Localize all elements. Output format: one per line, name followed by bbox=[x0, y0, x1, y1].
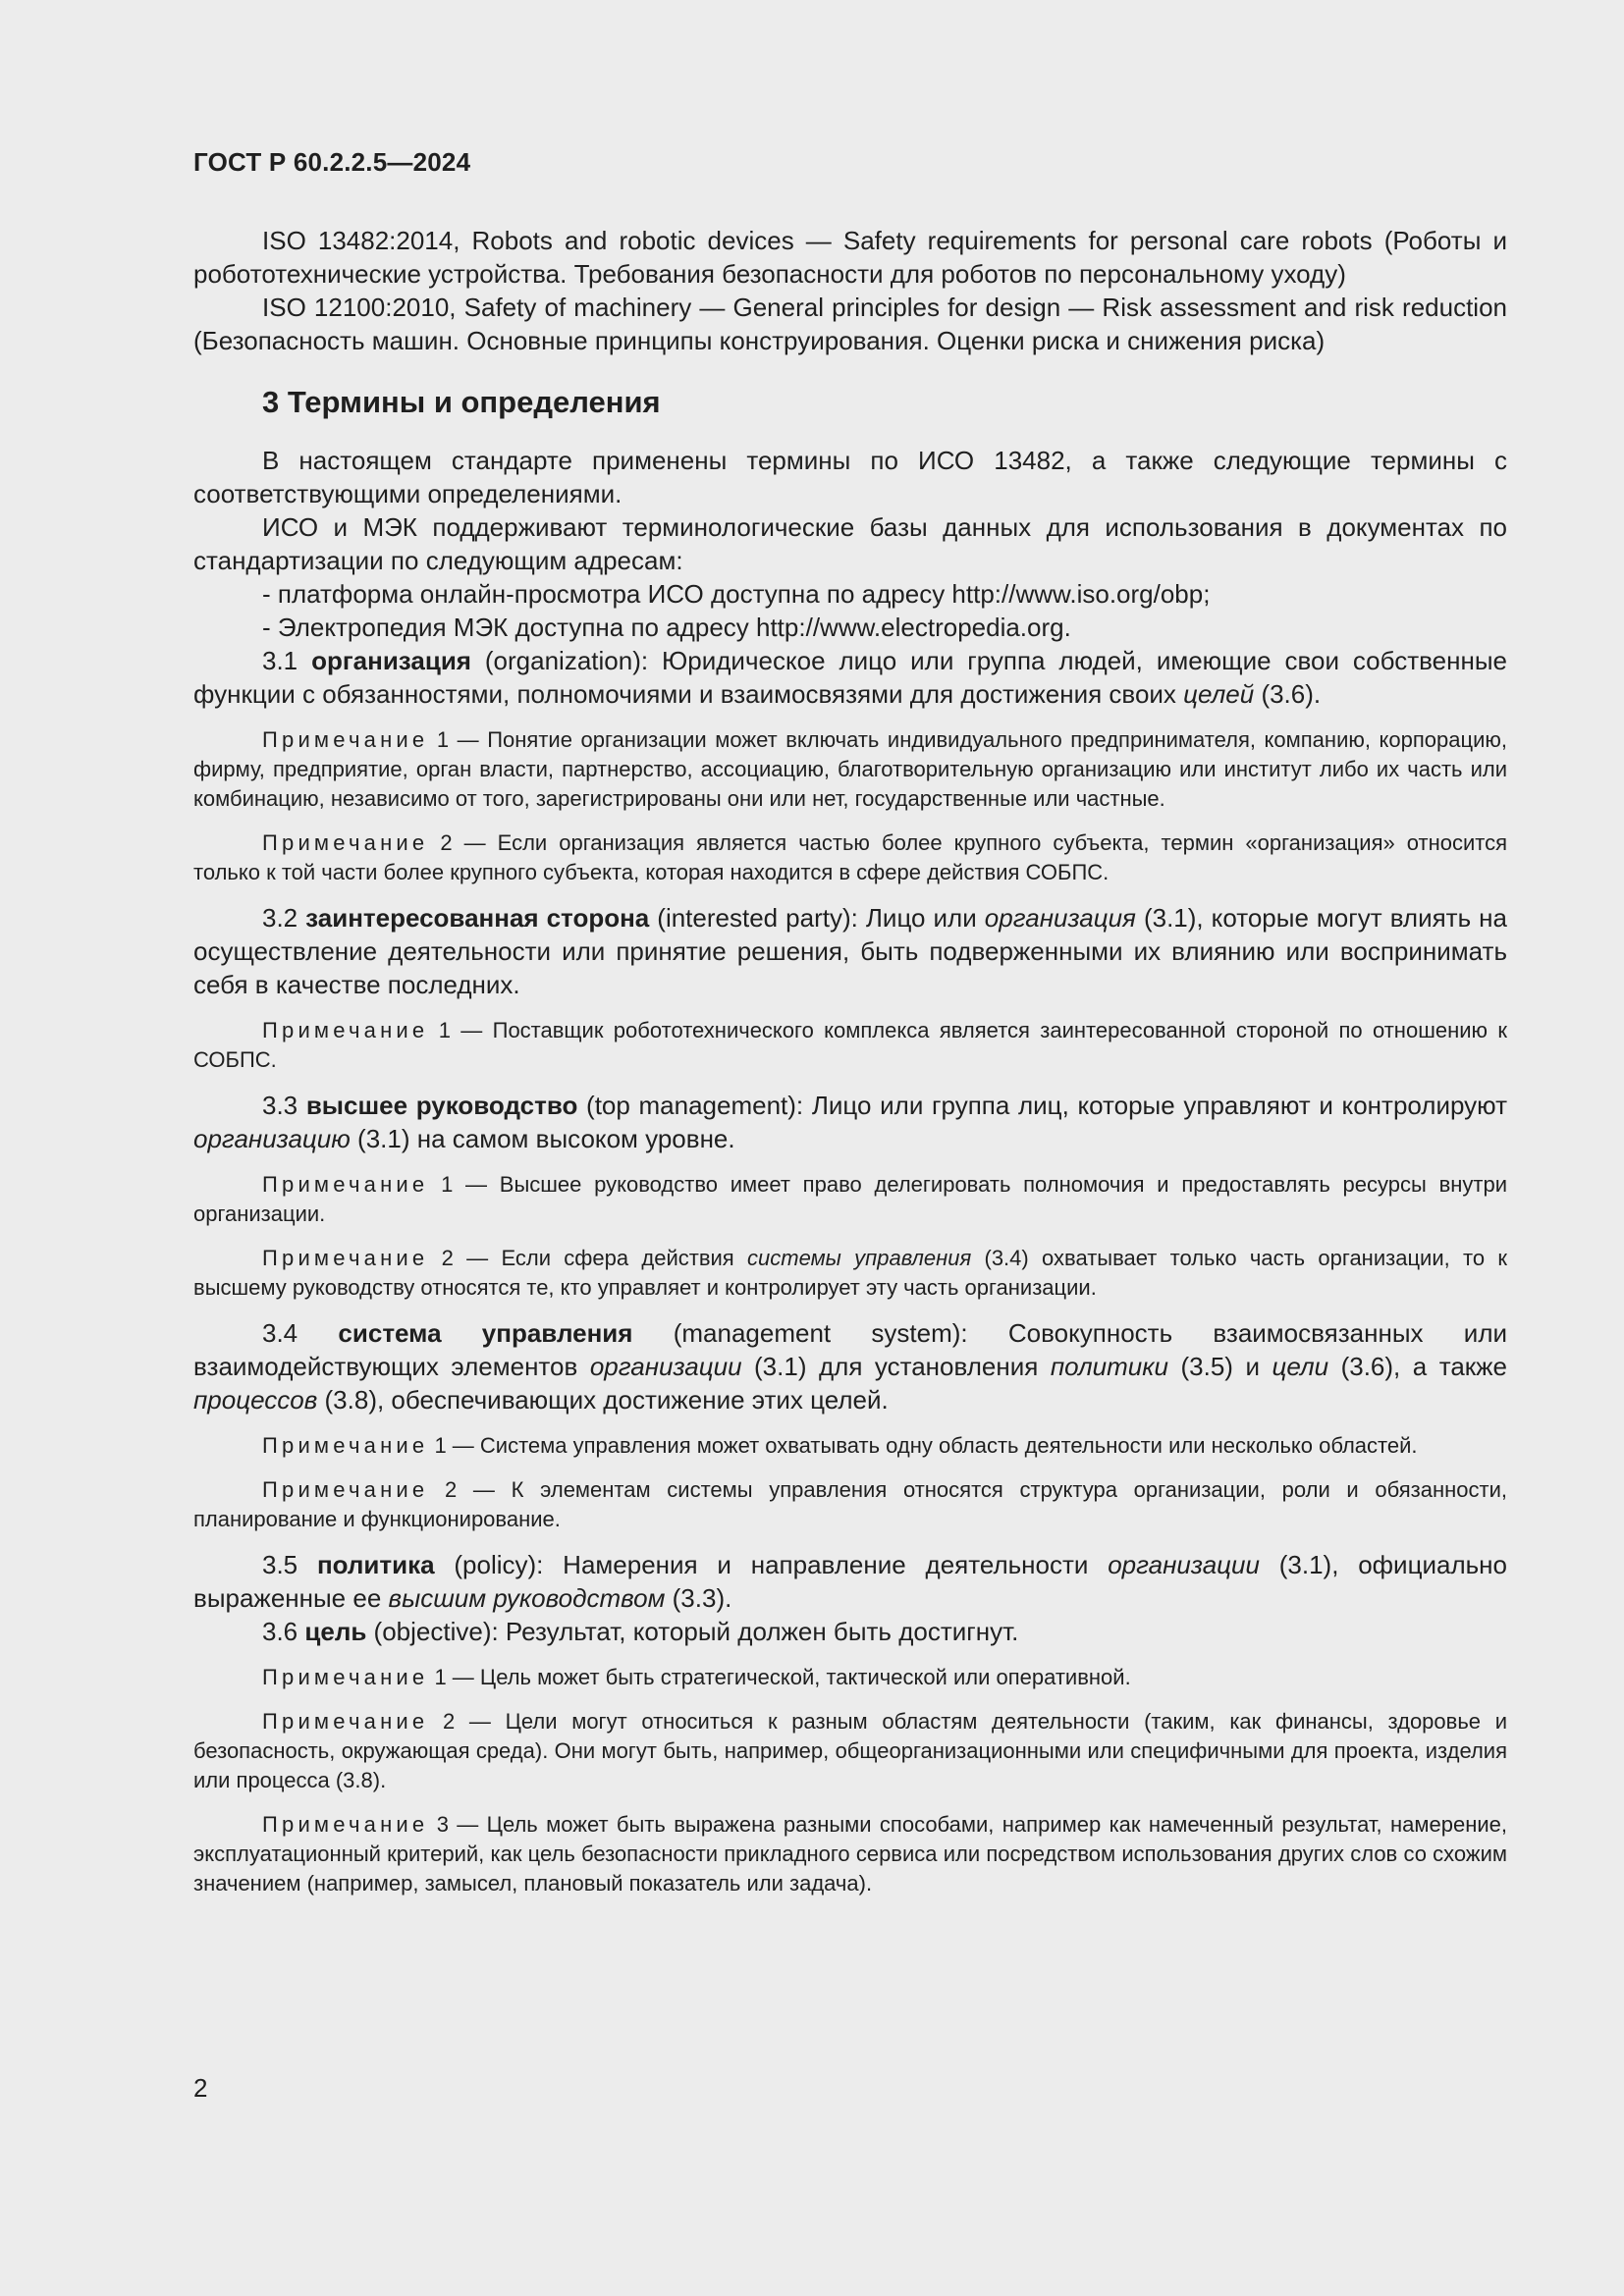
note-text: 2 — Если сфера действия bbox=[428, 1246, 748, 1270]
note bbox=[193, 1170, 1507, 1229]
term-definition: (management system): Совокупность взаимосвязанных или взаимодействующих элементов bbox=[193, 1318, 1508, 1381]
note-label: Примечание bbox=[262, 830, 429, 855]
note-text: 2 — Цели могут относиться к разным областям деятельности (таким, как финансы, здоровье и безопасность, окружающая среда). Они могут быть, например, общеорганизационными или специфичными для проекта, изделия или процесса (3.8). bbox=[193, 1709, 1507, 1792]
note-label: Примечание bbox=[262, 1665, 429, 1689]
term-definition: (3.5) и bbox=[1168, 1352, 1272, 1381]
term-policy bbox=[193, 1548, 1507, 1615]
term-objective bbox=[193, 1615, 1507, 1648]
note-label: Примечание bbox=[262, 1709, 429, 1734]
term-crossref: организации bbox=[589, 1352, 742, 1381]
note-label: Примечание bbox=[262, 1477, 429, 1502]
note bbox=[193, 1663, 1507, 1692]
list-item: - платформа онлайн-просмотра ИСО доступна по адресу http://www.iso.org/obp; bbox=[262, 579, 1211, 609]
note-label: Примечание bbox=[262, 1172, 429, 1197]
note bbox=[193, 1016, 1507, 1075]
page-number: 2 bbox=[193, 2073, 208, 2103]
note-text: 2 — К элементам системы управления относятся структура организации, роли и обязанности, планирование и функционирование. bbox=[193, 1477, 1507, 1531]
term-name: цель bbox=[304, 1617, 367, 1646]
term-crossref: политики bbox=[1050, 1352, 1168, 1381]
note-label: Примечание bbox=[262, 727, 429, 752]
term-definition: (policy): Намерения и направление деятельности bbox=[434, 1550, 1109, 1579]
term-name: высшее руководство bbox=[305, 1091, 578, 1120]
term-crossref: целей bbox=[1183, 679, 1255, 709]
document-header: ГОСТ Р 60.2.2.5—2024 bbox=[193, 147, 471, 177]
note-text: 1 — Система управления может охватывать одну область деятельности или несколько областей. bbox=[428, 1433, 1418, 1458]
reference-iso-12100: ISO 12100:2010, Safety of machinery — General principles for design — Risk assessment and risk reduction (Безопасность машин. Основные принципы конструирования. Оценки риска и снижения риска) bbox=[193, 293, 1507, 355]
term-definition: (3.6). bbox=[1254, 679, 1322, 709]
note-text: 1 — Понятие организации может включать индивидуального предпринимателя, компанию, корпорацию, фирму, предприятие, орган власти, партнерство, ассоциацию, благотворительную организацию или институт либо их часть или комбинацию, независимо от того, зарегистрированы они или нет, государственные или частные. bbox=[193, 727, 1507, 811]
note-text: 1 — Высшее руководство имеет право делегировать полномочия и предоставлять ресурсы внутри организации. bbox=[193, 1172, 1507, 1226]
reference-iso-13482: ISO 13482:2014, Robots and robotic devices — Safety requirements for personal care robots (Роботы и робототехнические устройства. Требования безопасности для роботов по персональному уходу) bbox=[193, 226, 1507, 289]
note bbox=[193, 1244, 1507, 1303]
term-number: 3.2 bbox=[262, 903, 306, 933]
term-number: 3.1 bbox=[262, 646, 312, 675]
note-text: 2 — Если организация является частью более крупного субъекта, термин «организация» относится только к той части более крупного субъекта, которая находится в сфере действия СОБПС. bbox=[193, 830, 1507, 884]
term-crossref: организации bbox=[1108, 1550, 1260, 1579]
note-label: Примечание bbox=[262, 1246, 429, 1270]
section-title: 3 Термины и определения bbox=[262, 385, 661, 419]
note-text: 1 — Поставщик робототехнического комплекса является заинтересованной стороной по отношению к СОБПС. bbox=[193, 1018, 1507, 1072]
note bbox=[193, 828, 1507, 887]
term-definition: (organization): Юридическое лицо или группа людей, имеющие свои собственные функции с обязанностями, полномочиями и взаимосвязями для достижения своих bbox=[193, 646, 1507, 709]
term-crossref: высшим руководством bbox=[388, 1583, 666, 1613]
term-definition: (3.1) на самом высоком уровне. bbox=[350, 1124, 735, 1153]
term-crossref: цели bbox=[1272, 1352, 1329, 1381]
term-definition: (interested party): Лицо или bbox=[649, 903, 985, 933]
note bbox=[193, 1475, 1507, 1534]
term-crossref: организацию bbox=[193, 1124, 351, 1153]
term-definition: (3.6), а также bbox=[1328, 1352, 1508, 1381]
note bbox=[193, 725, 1507, 814]
term-definition: (3.1), которые могут влиять на осуществление деятельности или принятие решения, быть подверженными их влиянию или воспринимать себя в качестве последних. bbox=[193, 903, 1507, 999]
section-intro: В настоящем стандарте применены термины по ИСО 13482, а также следующие термины с соответствующими определениями. bbox=[193, 446, 1507, 508]
term-name: система управления bbox=[338, 1318, 633, 1348]
note bbox=[193, 1707, 1507, 1795]
note-label: Примечание bbox=[262, 1812, 429, 1837]
note-text: 1 — Цель может быть стратегической, тактической или оперативной. bbox=[428, 1665, 1131, 1689]
term-definition: (3.8), обеспечивающих достижение этих целей. bbox=[317, 1385, 889, 1415]
note bbox=[193, 1810, 1507, 1898]
note-label: Примечание bbox=[262, 1018, 429, 1042]
term-definition: (3.3). bbox=[665, 1583, 732, 1613]
note bbox=[193, 1431, 1507, 1461]
term-definition: (3.1), официально выраженные ее bbox=[193, 1550, 1507, 1613]
term-definition: (3.1) для установления bbox=[741, 1352, 1051, 1381]
term-management-system bbox=[193, 1316, 1507, 1416]
list-item: - Электропедия МЭК доступна по адресу http://www.electropedia.org. bbox=[262, 613, 1071, 642]
note-crossref: системы управления bbox=[747, 1246, 972, 1270]
term-number: 3.3 bbox=[262, 1091, 306, 1120]
term-interested-party bbox=[193, 901, 1507, 1001]
term-definition: (top management): Лицо или группа лиц, которые управляют и контролируют bbox=[577, 1091, 1507, 1120]
note-text: (3.4) охватывает только часть организации, то к высшему руководству относятся те, кто управляет и контролирует эту часть организации. bbox=[193, 1246, 1508, 1300]
term-definition: (objective): Результат, который должен быть достигнут. bbox=[366, 1617, 1019, 1646]
note-label: Примечание bbox=[262, 1433, 429, 1458]
term-number: 3.5 bbox=[262, 1550, 317, 1579]
term-number: 3.6 bbox=[262, 1617, 305, 1646]
term-number: 3.4 bbox=[262, 1318, 339, 1348]
term-top-management bbox=[193, 1089, 1507, 1155]
term-crossref: процессов bbox=[193, 1385, 318, 1415]
term-name: заинтересованная сторона bbox=[305, 903, 650, 933]
document-body bbox=[193, 224, 1507, 1910]
section-intro-databases: ИСО и МЭК поддерживают терминологические базы данных для использования в документах по стандартизации по следующим адресам: bbox=[193, 512, 1507, 575]
term-name: организация bbox=[311, 646, 471, 675]
term-crossref: организация bbox=[984, 903, 1136, 933]
term-name: политика bbox=[316, 1550, 435, 1579]
term-organization bbox=[193, 644, 1507, 711]
note-text: 3 — Цель может быть выражена разными способами, например как намеченный результат, намерение, эксплуатационный критерий, как цель безопасности прикладного сервиса или посредством использования других слов со схожим значением (например, замысел, плановый показатель или задача). bbox=[193, 1812, 1507, 1896]
